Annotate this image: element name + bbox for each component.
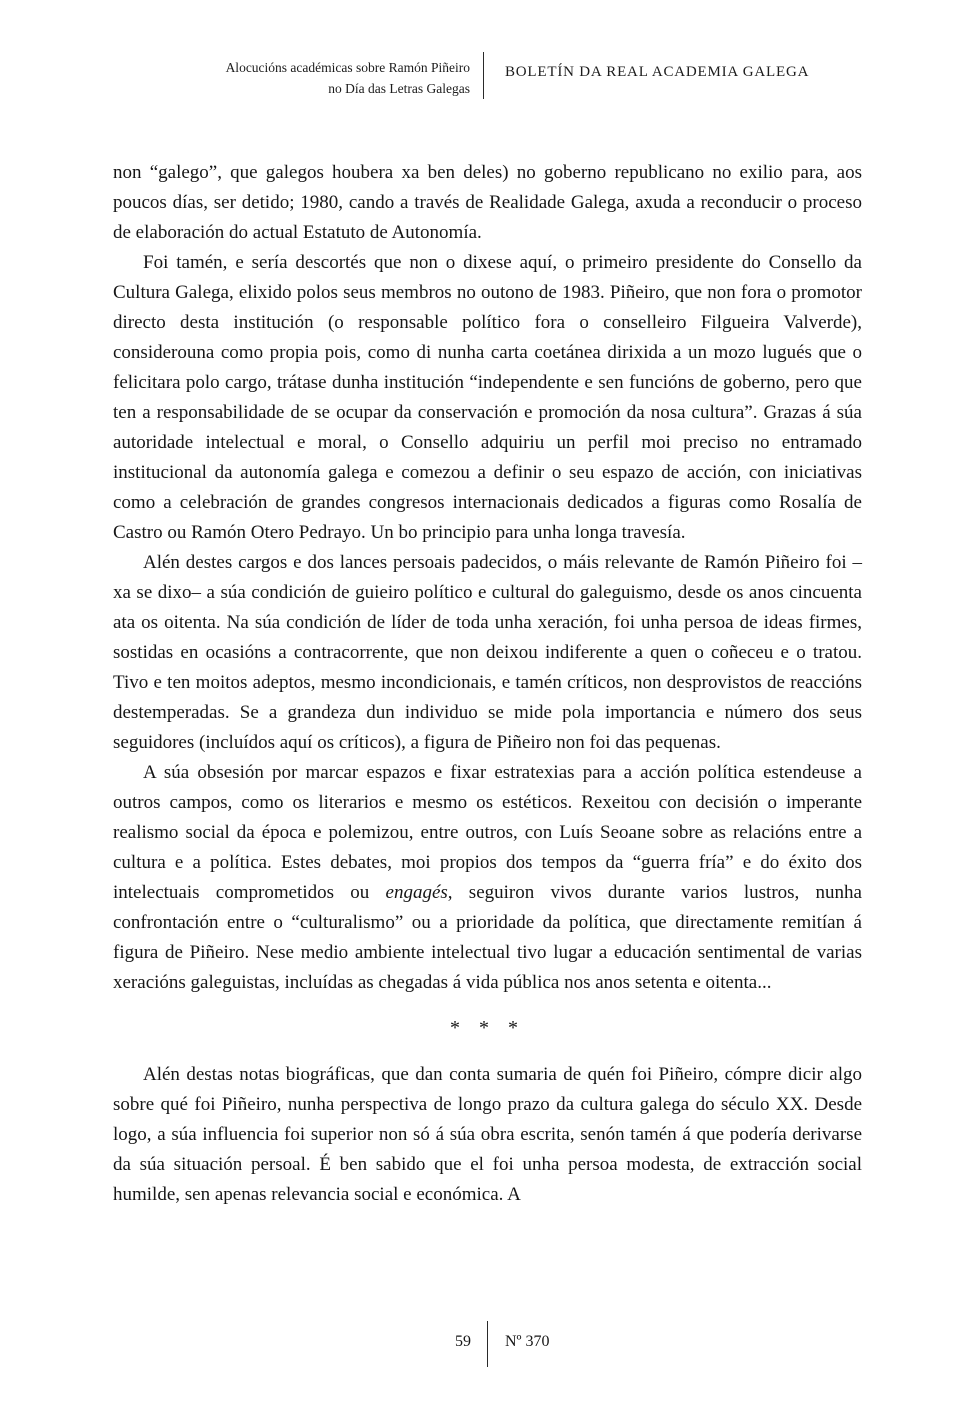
running-header-line2: no Día das Letras Galegas xyxy=(328,81,470,96)
italic-term: engagés xyxy=(385,882,448,903)
paragraph-continuation: non “galego”, que galegos houbera xa ben deles) no goberno republicano no exilio para, aos poucos días, ser detido; 1980, cando a través de Realidade Galega, axuda a reconducir o proceso de elaboración do actual Estatuto de Autonomía. xyxy=(113,162,862,243)
section-separator-asterisks: * * * xyxy=(450,1017,525,1039)
running-header-article-title xyxy=(130,57,470,99)
paragraph-text-after: , seguiron vivos durante varios lustros, nunha confrontación entre o “culturalismo” ou a prioridade da política, que directamente remitían á figura de Piñeiro. Nese medio ambiente intelectual tivo lugar a educación sentimental de varias xeracións galeguistas, incluídas as chegadas á vida pública nos anos setenta e oitenta... xyxy=(113,882,862,993)
journal-title: BOLETÍN DA REAL ACADEMIA GALEGA xyxy=(505,64,810,80)
header-divider-rule xyxy=(483,52,484,99)
paragraph: Foi tamén, e sería descortés que non o dixese aquí, o primeiro presidente do Consello da Cultura Galega, elixido polos seus membros no outono de 1983. Piñeiro, que non fora o promotor directo desta institución (o responsable político fora o conselleiro Filgueira Valverde), considerouna como propia pois, como di nunha carta coetánea dirixida a un mozo lugués que o felicitara polo cargo, trátase dunha institución “independente e sen funcións de goberno, pero que ten a responsabilidade de se ocupar da conservación e promoción da nosa cultura”. Grazas á súa autoridade intelectual e moral, o Consello adquiriu un perfil moi preciso no entramado institucional da autonomía galega e comezou a definir o seu espazo de acción, con iniciativas como a celebración de grandes congresos internacionais dedicados a figuras como Rosalía de Castro ou Ramón Otero Pedrayo. Un bo principio para unha longa travesía. xyxy=(113,252,862,543)
paragraph-text-before: A súa obsesión por marcar espazos e fixar estratexias para a acción política estendeuse a outros campos, como os literarios e mesmo os estéticos. Rexeitou con decisión o imperante realismo social da época e polemizou, entre outros, con Luís Seoane sobre as relacións entre a cultura e a política. Estes debates, moi propios dos tempos da “guerra fría” e do éxito dos intelectuais comprometidos ou xyxy=(113,762,862,903)
issue-number: Nº 370 xyxy=(505,1333,550,1350)
paragraph xyxy=(113,758,862,998)
body-text xyxy=(113,158,862,1210)
paragraph: Alén destas notas biográficas, que dan conta sumaria de quén foi Piñeiro, cómpre dicir algo sobre qué foi Piñeiro, nunha perspectiva de longo prazo da cultura galega do século XX. Desde logo, a súa influencia foi superior non só á súa obra escrita, senón tamén á que podería derivarse da súa situación persoal. É ben sabido que el foi unha persoa modesta, de extracción social humilde, sen apenas relevancia social e económica. A xyxy=(113,1064,862,1205)
footer-divider-rule xyxy=(487,1321,488,1367)
page-number: 59 xyxy=(455,1333,471,1350)
paragraph: Alén destes cargos e dos lances persoais padecidos, o máis relevante de Ramón Piñeiro foi –xa se dixo– a súa condición de guieiro político e cultural do galeguismo, desde os anos cincuenta ata os oitenta. Na súa condición de líder de toda unha xeración, foi unha persoa de ideas firmes, sostidas en ocasións a contracorrente, que non deixou indiferente a quen o coñeceu e o tratou. Tivo e ten moitos adeptos, mesmo incondicionais, e tamén críticos, non desprovistos de reaccións destemperadas. Se a grandeza dun individuo se mide pola importancia e número dos seus seguidores (incluídos aquí os críticos), a figura de Piñeiro non foi das pequenas. xyxy=(113,552,862,753)
running-header-line1: Alocucións académicas sobre Ramón Piñeiro xyxy=(225,60,470,75)
